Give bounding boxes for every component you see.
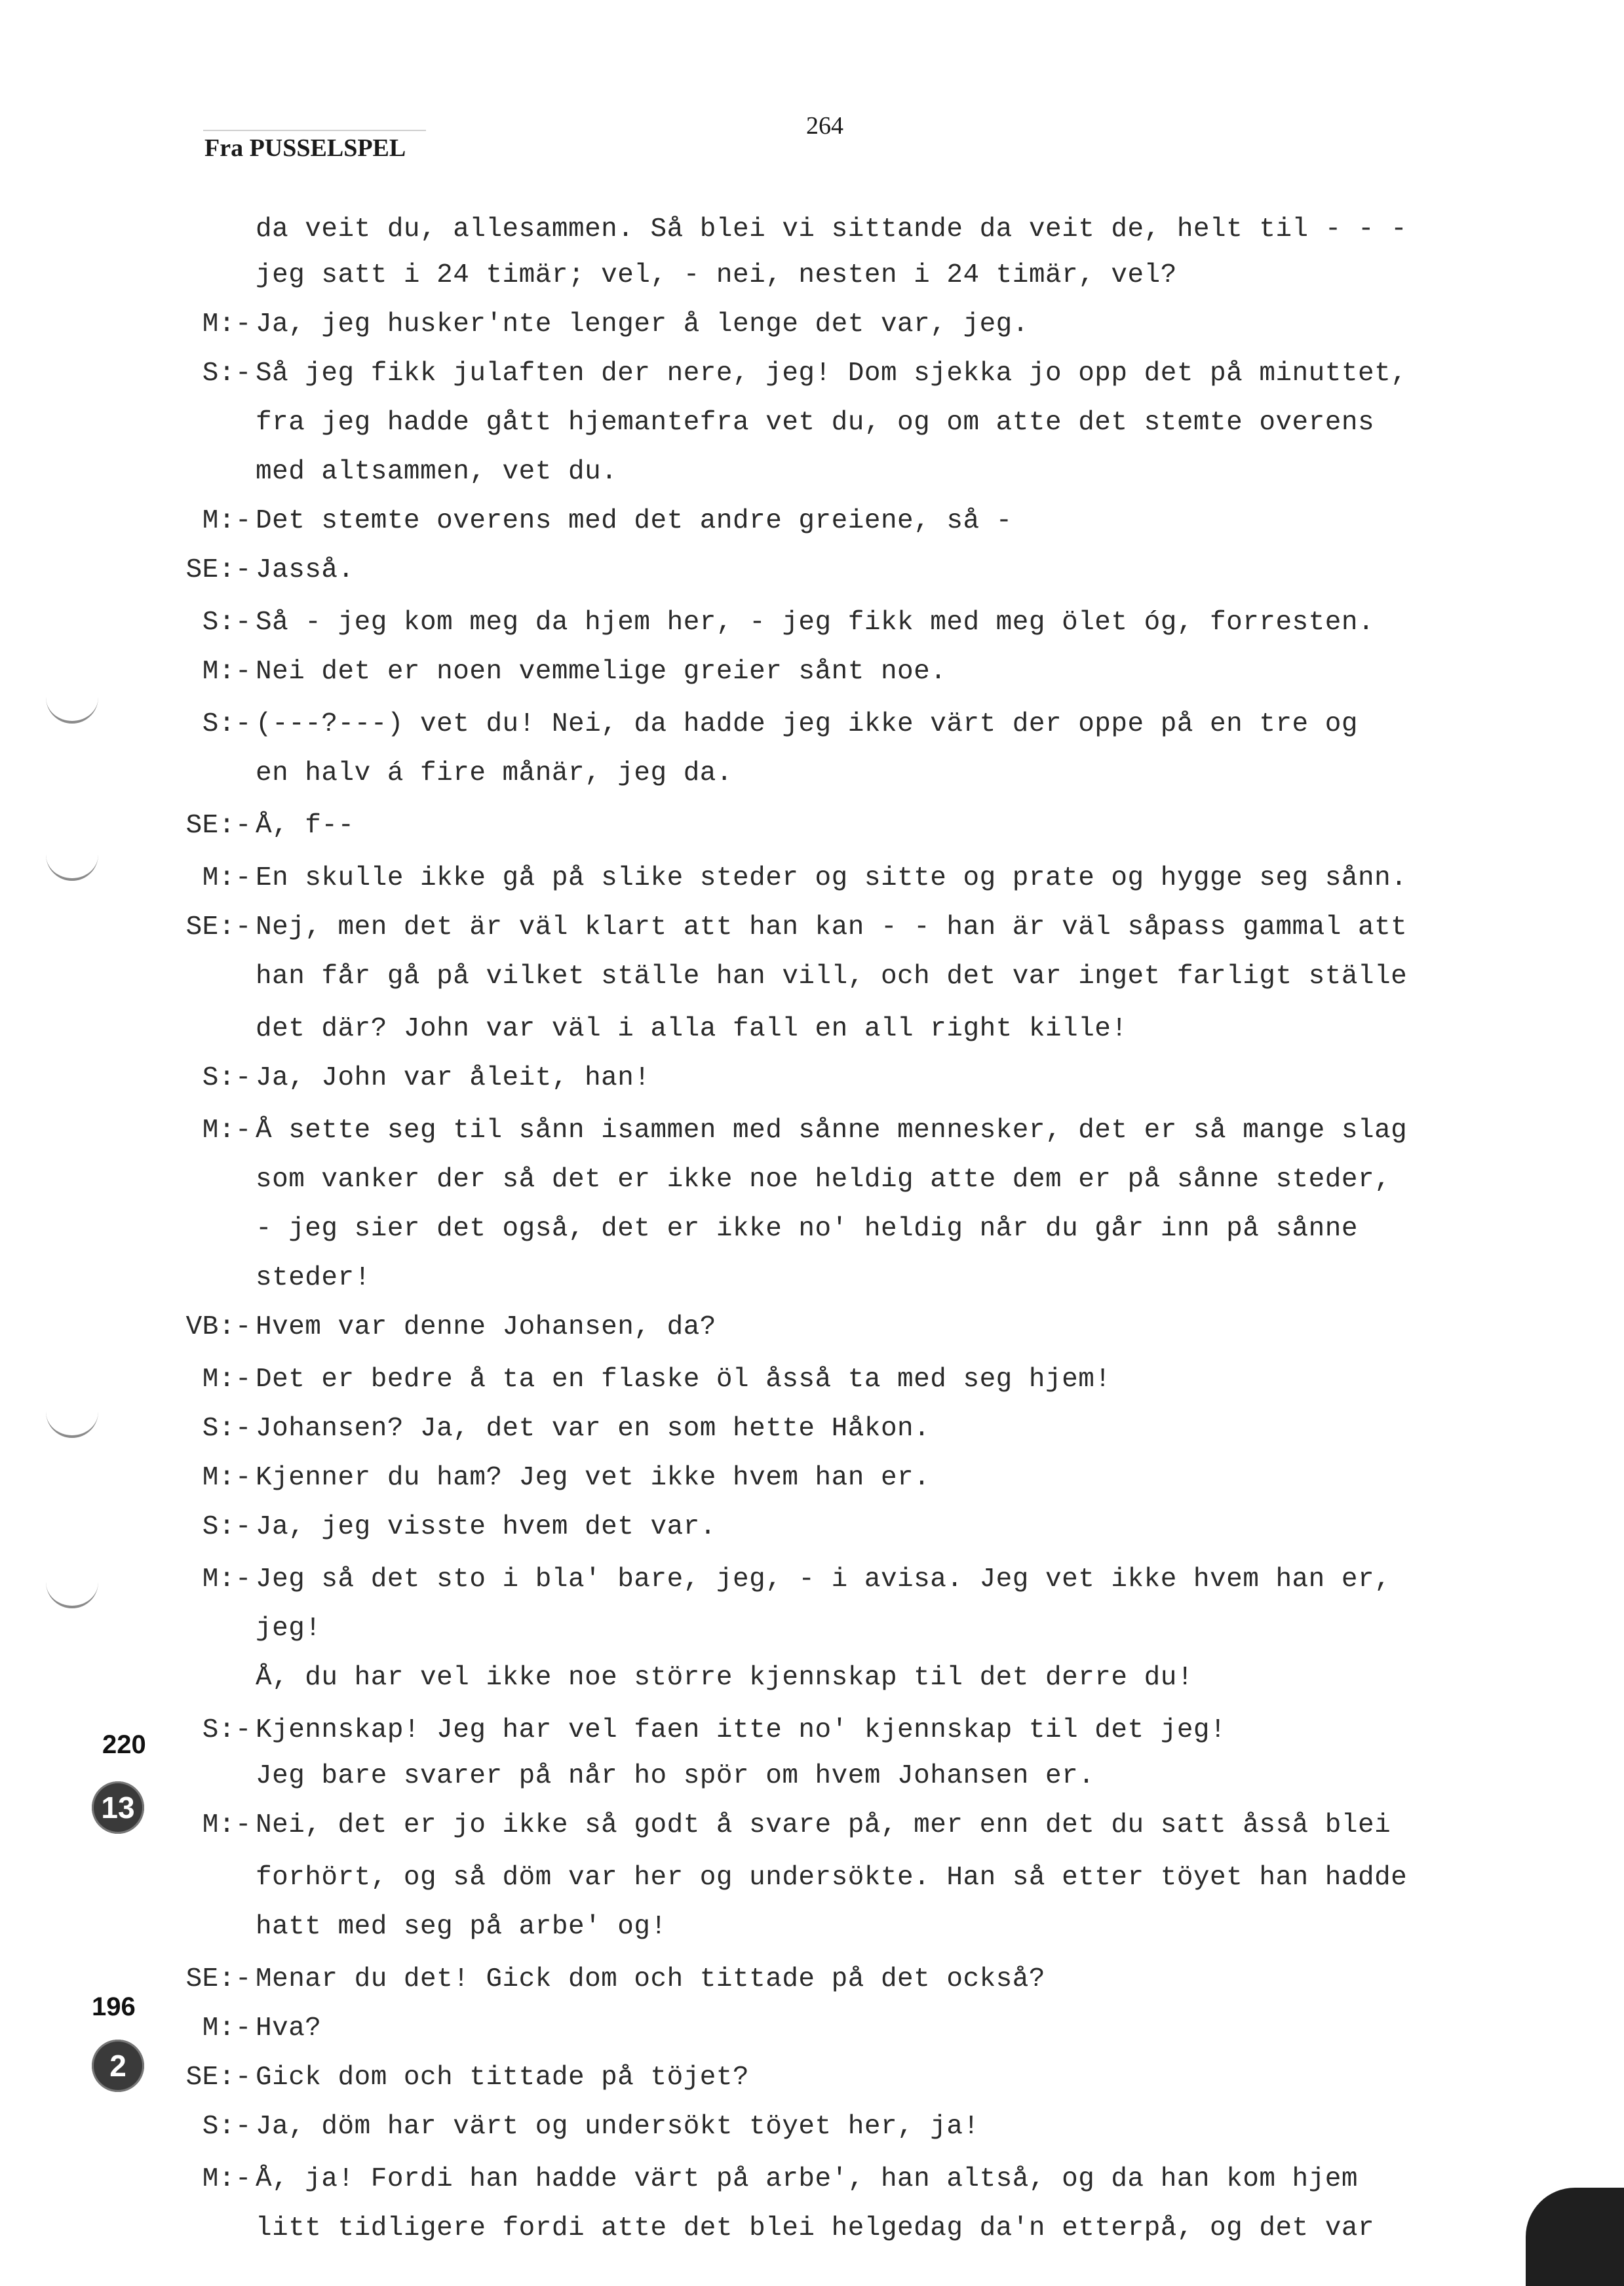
utterance-text: Å, du har vel ikke noe större kjennskap til det derre du! xyxy=(256,1663,1193,1693)
margin-number: 196 xyxy=(92,1992,136,2021)
speaker-label: VB:- xyxy=(185,1312,252,1342)
speaker-label: M:- xyxy=(202,2164,252,2194)
utterance-text: En skulle ikke gå på slike steder og sitte og prate og hygge seg sånn. xyxy=(256,863,1408,893)
utterance-text: Nej, men det är väl klart att han kan - - han är väl såpass gammal att xyxy=(256,912,1408,942)
punch-hole-mark xyxy=(46,1579,98,1608)
utterance-text: Det stemte overens med det andre greiene, så - xyxy=(256,506,1013,536)
utterance-text: Å, f-- xyxy=(256,811,355,841)
speaker-label: M:- xyxy=(202,1463,252,1493)
utterance-text: Nei det er noen vemmelige greier sånt noe. xyxy=(256,657,947,687)
punch-hole-mark xyxy=(46,1409,98,1438)
utterance-text: Menar du det! Gick dom och tittade på det också? xyxy=(256,1964,1045,1994)
margin-number: 220 xyxy=(102,1730,146,1759)
utterance-text: Ja, John var åleit, han! xyxy=(256,1063,651,1093)
speaker-label: M:- xyxy=(202,309,252,339)
source-title: Fra PUSSELSPEL xyxy=(204,134,406,162)
speaker-label: S:- xyxy=(202,1414,252,1444)
utterance-text: jeg! xyxy=(256,1614,322,1644)
speaker-label: M:- xyxy=(202,1810,252,1840)
utterance-text: Ja, döm har värt og undersökt töyet her, ja! xyxy=(256,2112,980,2142)
punch-hole-mark xyxy=(46,852,98,881)
speaker-label: SE:- xyxy=(185,555,252,585)
speaker-label: S:- xyxy=(202,709,252,739)
utterance-text: Å sette seg til sånn isammen med sånne mennesker, det er så mange slag xyxy=(256,1115,1408,1146)
speaker-label: M:- xyxy=(202,2013,252,2044)
utterance-text: fra jeg hadde gått hjemantefra vet du, og om atte det stemte overens xyxy=(256,408,1375,438)
speaker-label: S:- xyxy=(202,1512,252,1542)
utterance-text: hatt med seg på arbe' og! xyxy=(256,1912,667,1942)
speaker-label: M:- xyxy=(202,1564,252,1595)
utterance-text: jeg satt i 24 timär; vel, - nei, nesten i 24 timär, vel? xyxy=(256,260,1177,290)
tape-counter-badge: 13 xyxy=(92,1781,144,1834)
utterance-text: Hvem var denne Johansen, da? xyxy=(256,1312,716,1342)
speaker-label: M:- xyxy=(202,863,252,893)
utterance-text: som vanker der så det er ikke noe heldig atte dem er på sånne steder, xyxy=(256,1165,1391,1195)
utterance-text: Johansen? Ja, det var en som hette Håkon. xyxy=(256,1414,931,1444)
speaker-label: M:- xyxy=(202,657,252,687)
utterance-text: steder! xyxy=(256,1263,371,1293)
utterance-text: forhört, og så döm var her og undersökte. Han så etter töyet han hadde xyxy=(256,1863,1408,1893)
utterance-text: Jasså. xyxy=(256,555,355,585)
utterance-text: Ja, jeg visste hvem det var. xyxy=(256,1512,716,1542)
utterance-text: Kjennskap! Jeg har vel faen itte no' kjennskap til det jeg! xyxy=(256,1715,1227,1745)
utterance-text: Ja, jeg husker'nte lenger å lenge det var, jeg. xyxy=(256,309,1029,339)
header-rule xyxy=(203,130,426,131)
speaker-label: M:- xyxy=(202,1115,252,1146)
utterance-text: en halv á fire månär, jeg da. xyxy=(256,758,733,788)
tape-counter-badge: 2 xyxy=(92,2040,144,2092)
utterance-text: Jeg så det sto i bla' bare, jeg, - i avisa. Jeg vet ikke hvem han er, xyxy=(256,1564,1391,1595)
utterance-text: Nei, det er jo ikke så godt å svare på, mer enn det du satt åsså blei xyxy=(256,1810,1391,1840)
utterance-text: Så - jeg kom meg da hjem her, - jeg fikk med meg ölet óg, forresten. xyxy=(256,608,1375,638)
corner-stamp xyxy=(1526,2188,1624,2286)
utterance-text: Så jeg fikk julaften der nere, jeg! Dom sjekka jo opp det på minuttet, xyxy=(256,358,1408,389)
utterance-text: Å, ja! Fordi han hadde värt på arbe', han altså, og da han kom hjem xyxy=(256,2164,1358,2194)
speaker-label: SE:- xyxy=(185,1964,252,1994)
utterance-text: han får gå på vilket ställe han vill, och det var inget farligt ställe xyxy=(256,961,1408,992)
utterance-text: - jeg sier det også, det er ikke no' heldig når du går inn på sånne xyxy=(256,1214,1358,1244)
utterance-text: Jeg bare svarer på når ho spör om hvem Johansen er. xyxy=(256,1761,1095,1791)
speaker-label: S:- xyxy=(202,358,252,389)
utterance-text: Det er bedre å ta en flaske öl åsså ta med seg hjem! xyxy=(256,1365,1112,1395)
utterance-text: (---?---) vet du! Nei, da hadde jeg ikke värt der oppe på en tre og xyxy=(256,709,1358,739)
speaker-label: S:- xyxy=(202,1063,252,1093)
speaker-label: M:- xyxy=(202,506,252,536)
punch-hole-mark xyxy=(46,695,98,724)
speaker-label: SE:- xyxy=(185,912,252,942)
utterance-text: Kjenner du ham? Jeg vet ikke hvem han er. xyxy=(256,1463,931,1493)
utterance-text: det där? John var väl i alla fall en all right kille! xyxy=(256,1014,1128,1044)
speaker-label: S:- xyxy=(202,1715,252,1745)
speaker-label: S:- xyxy=(202,2112,252,2142)
speaker-label: SE:- xyxy=(185,2063,252,2093)
utterance-text: Hva? xyxy=(256,2013,322,2044)
speaker-label: S:- xyxy=(202,608,252,638)
speaker-label: M:- xyxy=(202,1365,252,1395)
utterance-text: da veit du, allesammen. Så blei vi sittande da veit de, helt til - - - xyxy=(256,214,1408,244)
utterance-text: med altsammen, vet du. xyxy=(256,457,618,487)
speaker-label: SE:- xyxy=(185,811,252,841)
page-number: 264 xyxy=(806,112,843,140)
utterance-text: Gick dom och tittade på töjet? xyxy=(256,2063,750,2093)
utterance-text: litt tidligere fordi atte det blei helgedag da'n etterpå, og det var xyxy=(256,2213,1375,2243)
